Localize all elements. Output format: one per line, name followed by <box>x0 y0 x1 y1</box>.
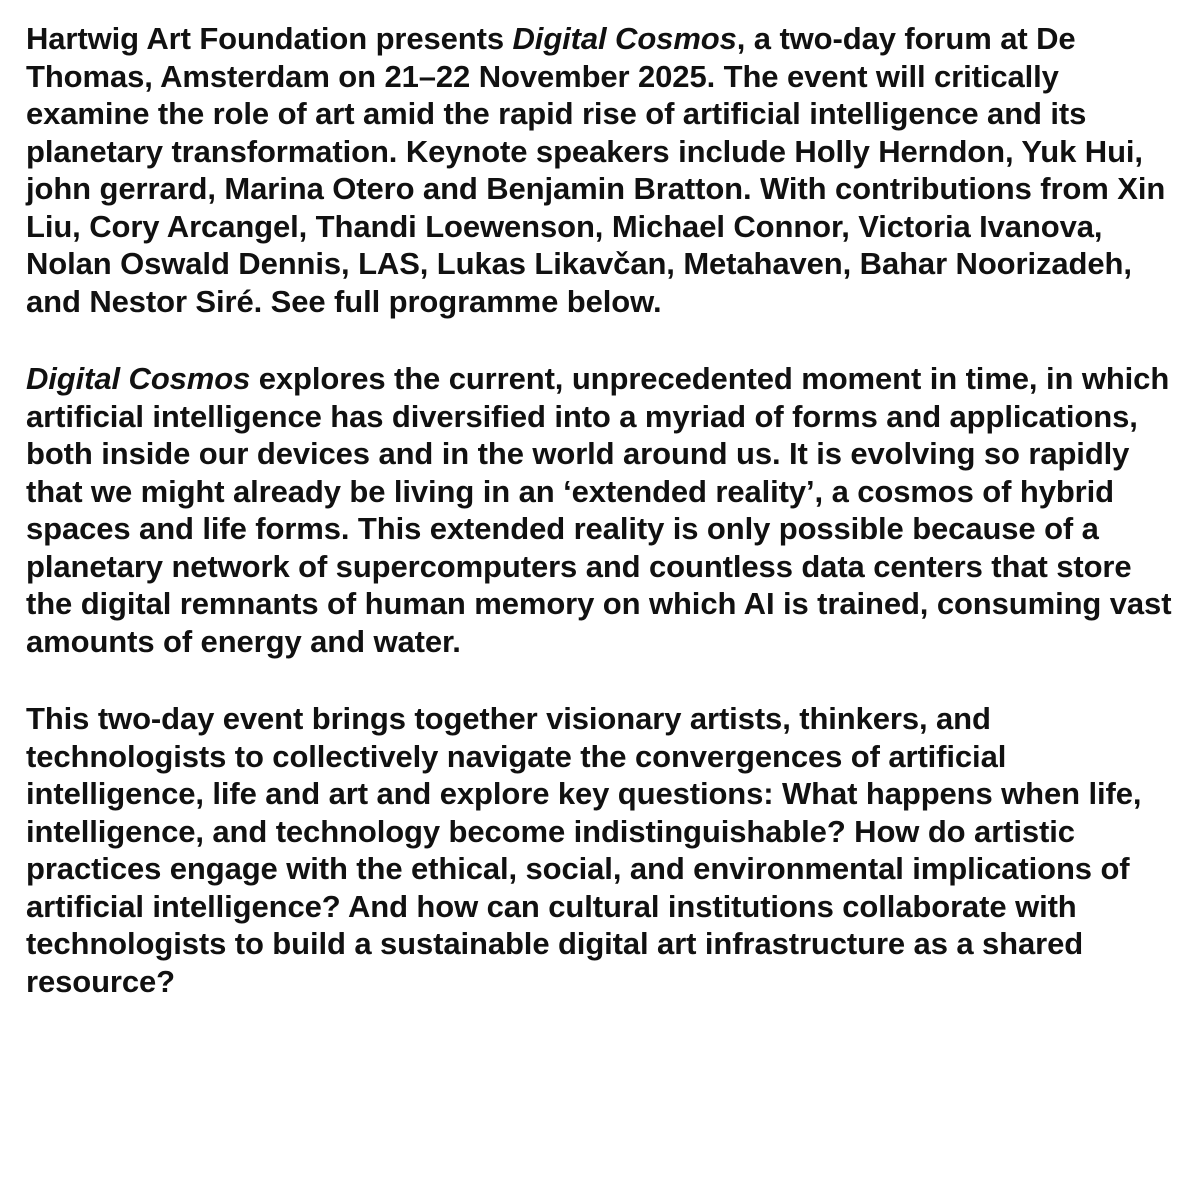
event-title-emphasis: Digital Cosmos <box>512 21 737 56</box>
questions-paragraph: This two-day event brings together visionary artists, thinkers, and technologists to collectively navigate the convergences of artificial intelligence, life and art and explore key questions: What happens when life, intelligence, and technology become indistinguishable? How do artistic practices engage with the ethical, social, and environmental implications of artificial intelligence? And how can cultural institutions collaborate with technologists to build a sustainable digital art infrastructure as a shared resource? <box>26 701 1142 999</box>
intro-rest-text: , a two-day forum at De Thomas, Amsterdam on 21–22 November 2025. The event will critically examine the role of art amid the rapid rise of artificial intelligence and its planetary transformation. Keynote speakers include Holly Herndon, Yuk Hui, john gerrard, Marina Otero and Benjamin Bratton. With contributions from Xin Liu, Cory Arcangel, Thandi Loewenson, Michael Connor, Victoria Ivanova, Nolan Oswald Dennis, LAS, Lukas Likavčan, Metahaven, Bahar Noorizadeh, and Nestor Siré. See full programme below. <box>26 21 1166 319</box>
intro-lead-text: Hartwig Art Foundation presents <box>26 21 513 56</box>
intro-paragraph <box>26 20 1182 320</box>
concept-rest-text: explores the current, unprecedented moment in time, in which artificial intelligence has diversified into a myriad of forms and applications, both inside our devices and in the world around us. It is evolving so rapidly that we might already be living in an ‘extended reality’, a cosmos of hybrid spaces and life forms. This extended reality is only possible because of a planetary network of supercomputers and countless data centers that store the digital remnants of human memory on which AI is trained, consuming vast amounts of energy and water. <box>26 361 1172 659</box>
event-title-emphasis-2: Digital Cosmos <box>26 361 251 396</box>
concept-paragraph <box>26 360 1182 660</box>
